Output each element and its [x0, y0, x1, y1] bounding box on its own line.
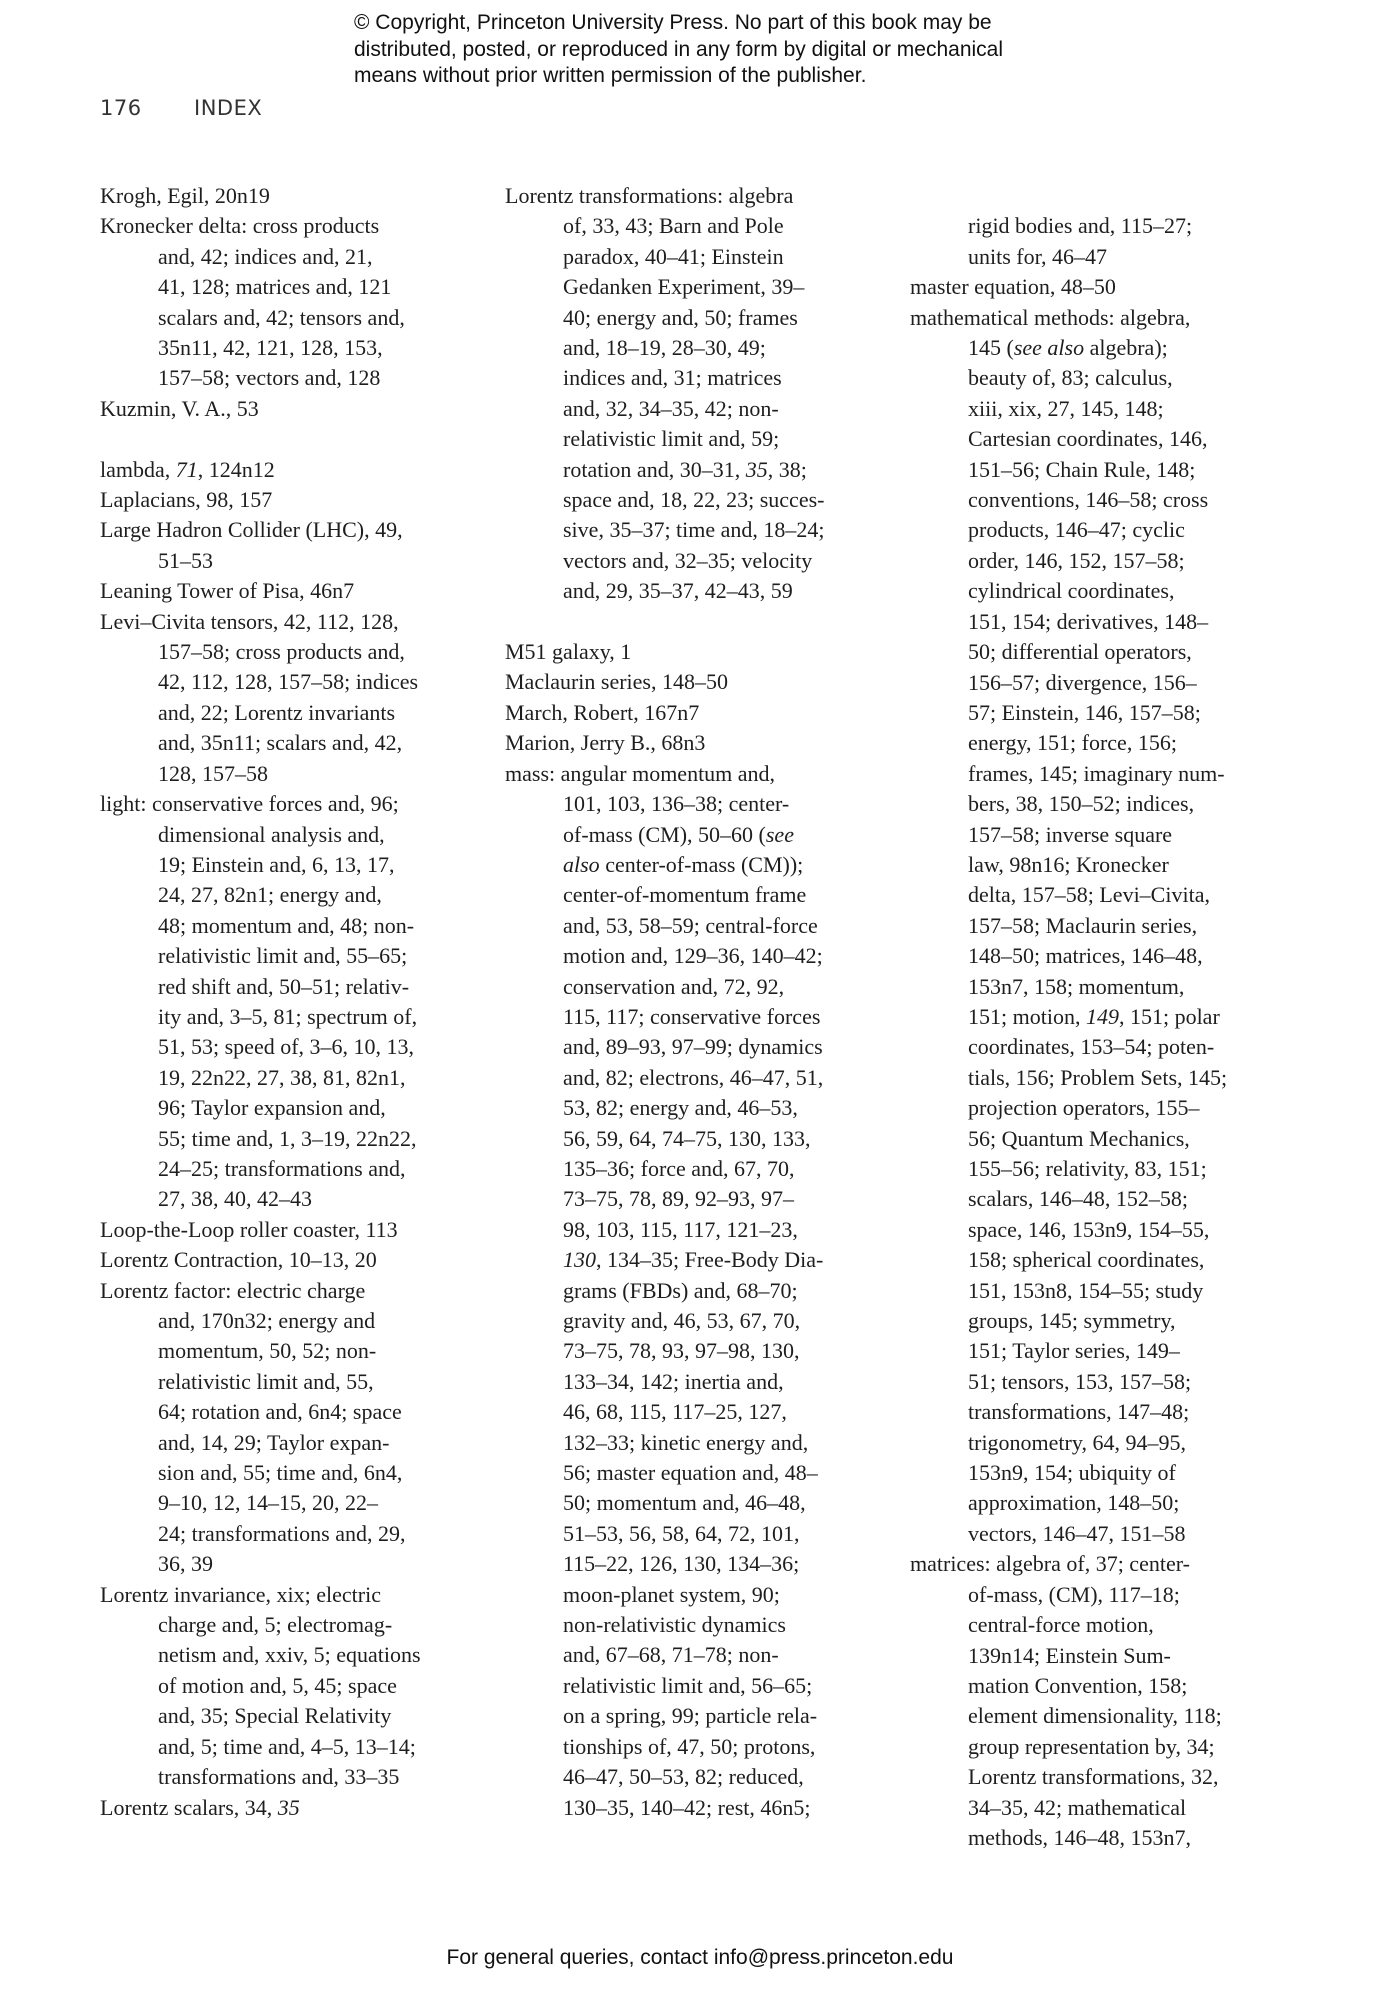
index-entry-continuation: units for, 46–47 [968, 243, 1108, 269]
index-entry-continuation: 151; Taylor series, 149– [968, 1338, 1180, 1364]
index-entry-continuation: 151–56; Chain Rule, 148; [968, 456, 1196, 482]
index-entry [505, 759, 875, 1823]
index-entry [100, 515, 470, 576]
index-entry-continuation: coordinates, 153–54; poten- [968, 1034, 1215, 1060]
index-entry-continuation: xiii, xix, 27, 145, 148; [968, 395, 1164, 421]
index-entry-continuation: beauty of, 83; calculus, [968, 365, 1173, 391]
index-entry-heading: Maclaurin series, 148–50 [505, 669, 728, 695]
index-entry-continuation: 48; momentum and, 48; non- [158, 912, 415, 938]
index-entry-continuation: 53, 82; energy and, 46–53, [563, 1095, 798, 1121]
index-entry-continuation: bers, 38, 150–52; indices, [968, 791, 1195, 817]
index-entry-continuation: dimensional analysis and, [158, 821, 385, 847]
index-entry-continuation: 153n7, 158; momentum, [968, 973, 1185, 999]
index-entry-continuation: 41, 128; matrices and, 121 [158, 274, 392, 300]
index-entry-continuation: 51–53 [158, 547, 213, 573]
index-entry [100, 394, 470, 424]
index-entry-heading: Lorentz Contraction, 10–13, 20 [100, 1247, 377, 1273]
index-entry-continuation: transformations, 147–48; [968, 1399, 1190, 1425]
page-number: 176 [100, 96, 142, 120]
index-entry-continuation: Gedanken Experiment, 39– [563, 274, 805, 300]
index-entry-heading: Kronecker delta: cross products [100, 213, 380, 239]
index-entry-continuation: 145 (see also algebra); [968, 335, 1168, 361]
index-entry-heading: Kuzmin, V. A., 53 [100, 395, 259, 421]
index-entry-continuation: vectors, 146–47, 151–58 [968, 1520, 1186, 1546]
index-entry [100, 485, 470, 515]
index-entry [505, 667, 875, 697]
index-entry [100, 1793, 470, 1823]
index-entry-continuation: 115–22, 126, 130, 134–36; [563, 1551, 800, 1577]
index-entry-continuation: Lorentz transformations, 32, [968, 1764, 1219, 1790]
index-entry-continuation: of-mass (CM), 50–60 (see [563, 821, 794, 847]
index-entry-continuation: moon-planet system, 90; [563, 1581, 780, 1607]
index-entry-continuation: and, 35; Special Relativity [158, 1703, 392, 1729]
index-entry-heading: Loop-the-Loop roller coaster, 113 [100, 1216, 398, 1242]
index-entry-continuation: 151, 154; derivatives, 148– [968, 608, 1209, 634]
index-entry-continuation: relativistic limit and, 56–65; [563, 1672, 813, 1698]
index-entry [100, 1276, 470, 1580]
index-entry [505, 698, 875, 728]
index-entry-continuation: paradox, 40–41; Einstein [563, 243, 784, 269]
index-entry [910, 272, 1280, 302]
index-entry-continuation: vectors and, 32–35; velocity [563, 547, 813, 573]
index-entry-continuation: 27, 38, 40, 42–43 [158, 1186, 312, 1212]
index-entry-continuation: and, 53, 58–59; central-force [563, 912, 818, 938]
index-entry-continuation: 35n11, 42, 121, 128, 153, [158, 335, 383, 361]
index-entry-continuation: mation Convention, 158; [968, 1672, 1188, 1698]
index-entry-continuation: 56, 59, 64, 74–75, 130, 133, [563, 1125, 811, 1151]
index-entry-continuation: 24–25; transformations and, [158, 1155, 406, 1181]
index-entry-heading: Krogh, Egil, 20n19 [100, 183, 270, 208]
copyright-line: distributed, posted, or reproduced in any form by digital or mechanical [354, 37, 1004, 61]
index-entry-continuation: 50; differential operators, [968, 639, 1192, 665]
index-entry-continuation: relativistic limit and, 59; [563, 426, 780, 452]
index-entry-heading: light: conservative forces and, 96; [100, 791, 399, 817]
index-entry [100, 181, 470, 211]
index-entry-continuation: motion and, 129–36, 140–42; [563, 943, 823, 969]
index-entry-continuation: cylindrical coordinates, [968, 578, 1175, 604]
footer-contact: For general queries, contact info@press.princeton.edu [446, 1946, 954, 1969]
index-entry-continuation: element dimensionality, 118; [968, 1703, 1222, 1729]
index-entry [100, 1215, 470, 1245]
index-entry-continuation: and, 18–19, 28–30, 49; [563, 335, 766, 361]
index-entry [100, 607, 470, 789]
index-entry-continuation: 156–57; divergence, 156– [968, 669, 1197, 695]
index-entry-continuation: indices and, 31; matrices [563, 365, 782, 391]
index-entry-continuation: 130–35, 140–42; rest, 46n5; [563, 1794, 811, 1820]
index-entry-continuation: 157–58; inverse square [968, 821, 1173, 847]
index-entry-continuation: relativistic limit and, 55–65; [158, 943, 408, 969]
copyright-line: means without prior written permission of the publisher. [354, 64, 867, 87]
index-entry-continuation: 157–58; vectors and, 128 [158, 365, 381, 391]
index-entry-continuation: 9–10, 12, 14–15, 20, 22– [158, 1490, 378, 1516]
copyright-notice [354, 10, 1114, 90]
index-entry-continuation: and, 170n32; energy and [158, 1308, 376, 1334]
index-entry-continuation: 158; spherical coordinates, [968, 1247, 1205, 1273]
index-entry-continuation: tials, 156; Problem Sets, 145; [968, 1064, 1228, 1090]
index-entry-continuation: 73–75, 78, 93, 97–98, 130, [563, 1338, 800, 1364]
index-entry-continuation: and, 42; indices and, 21, [158, 243, 373, 269]
index-entry-continuation: and, 89–93, 97–99; dynamics [563, 1034, 823, 1060]
index-entry [505, 181, 875, 607]
index-entry-continuation: of, 33, 43; Barn and Pole [563, 213, 784, 239]
index-entry-continuation: 36, 39 [158, 1551, 213, 1577]
index-entry-heading: M51 galaxy, 1 [505, 639, 632, 665]
index-entry-continuation: 57; Einstein, 146, 157–58; [968, 699, 1201, 725]
index-entry-continuation: 135–36; force and, 67, 70, [563, 1155, 795, 1181]
index-entry-continuation: approximation, 148–50; [968, 1490, 1180, 1516]
index-entry-continuation: conservation and, 72, 92, [563, 973, 785, 999]
index-entry [100, 1245, 470, 1275]
index-entry-continuation: 56; master equation and, 48– [563, 1460, 818, 1486]
index-entry-continuation: relativistic limit and, 55, [158, 1368, 374, 1394]
index-entry-continuation: and, 82; electrons, 46–47, 51, [563, 1064, 824, 1090]
index-entry-continuation: 130, 134–35; Free-Body Dia- [563, 1247, 824, 1273]
index-entry [910, 181, 1280, 272]
index-entry-continuation: Cartesian coordinates, 146, [968, 426, 1208, 452]
index-entry-continuation: gravity and, 46, 53, 67, 70, [563, 1308, 801, 1334]
index-entry-heading: mathematical methods: algebra, [910, 304, 1191, 330]
index-entry-continuation: rotation and, 30–31, 35, 38; [563, 456, 807, 482]
index-entry-continuation: group representation by, 34; [968, 1733, 1215, 1759]
index-entry-continuation: 98, 103, 115, 117, 121–23, [563, 1216, 798, 1242]
index-entry-heading: master equation, 48–50 [910, 274, 1116, 300]
index-entry-heading: Laplacians, 98, 157 [100, 487, 273, 513]
index-entry-continuation: 133–34, 142; inertia and, [563, 1368, 784, 1394]
index-entry-continuation: and, 35n11; scalars and, 42, [158, 730, 403, 756]
index-entry-continuation: 50; momentum and, 46–48, [563, 1490, 806, 1516]
index-entry-continuation: non-relativistic dynamics [563, 1612, 786, 1638]
index-entry-continuation: of motion and, 5, 45; space [158, 1672, 397, 1698]
index-entry-continuation: center-of-momentum frame [563, 882, 807, 908]
index-entry-continuation: tionships of, 47, 50; protons, [563, 1733, 816, 1759]
index-entry-continuation: charge and, 5; electromag- [158, 1612, 393, 1638]
index-entry-heading: Leaning Tower of Pisa, 46n7 [100, 578, 355, 604]
index-entry-continuation: and, 29, 35–37, 42–43, 59 [563, 578, 793, 604]
index-entry-continuation: 56; Quantum Mechanics, [968, 1125, 1190, 1151]
index-entry-continuation: 153n9, 154; ubiquity of [968, 1460, 1176, 1486]
index-entry-continuation: space and, 18, 22, 23; succes- [563, 487, 825, 513]
index-entry-heading: Levi–Civita tensors, 42, 112, 128, [100, 608, 399, 634]
index-entry-continuation: space, 146, 153n9, 154–55, [968, 1216, 1210, 1242]
index-entry-continuation: 24, 27, 82n1; energy and, [158, 882, 382, 908]
index-entry-continuation: frames, 145; imaginary num- [968, 760, 1225, 786]
index-entry-continuation: netism and, xxiv, 5; equations [158, 1642, 421, 1668]
index-entry-continuation: on a spring, 99; particle rela- [563, 1703, 818, 1729]
copyright-line: © Copyright, Princeton University Press. No part of this book may be [354, 11, 992, 34]
index-entry-heading: Lorentz factor: electric charge [100, 1277, 366, 1303]
index-entry [100, 789, 470, 1215]
index-entry [910, 1549, 1280, 1853]
index-entry-continuation: 155–56; relativity, 83, 151; [968, 1156, 1207, 1181]
index-entry-continuation: red shift and, 50–51; relativ- [158, 973, 410, 999]
index-entry-continuation: sive, 35–37; time and, 18–24; [563, 517, 825, 543]
index-entry-heading [910, 181, 1280, 211]
index-entry-heading: Lorentz transformations: algebra [505, 183, 794, 208]
index-entry-continuation: central-force motion, [968, 1612, 1154, 1638]
index-entry-continuation: 132–33; kinetic energy and, [563, 1429, 809, 1455]
index-entry-continuation: momentum, 50, 52; non- [158, 1338, 377, 1364]
index-entry-continuation: and, 32, 34–35, 42; non- [563, 395, 779, 421]
index-entry-heading: March, Robert, 167n7 [505, 699, 700, 725]
index-entry-continuation: 34–35, 42; mathematical [968, 1794, 1187, 1820]
index-entry-continuation: sion and, 55; time and, 6n4, [158, 1460, 403, 1486]
index-entry-continuation: 157–58; Maclaurin series, [968, 912, 1198, 938]
index-entry-heading: Large Hadron Collider (LHC), 49, [100, 517, 403, 543]
index-entry-continuation: rigid bodies and, 115–27; [968, 213, 1193, 239]
index-entry [505, 728, 875, 758]
index-entry [505, 637, 875, 667]
index-entry-continuation: and, 22; Lorentz invariants [158, 699, 396, 725]
index-entry-continuation: 51, 53; speed of, 3–6, 10, 13, [158, 1034, 415, 1060]
index-column-3 [910, 181, 1280, 1853]
index-entry-continuation: 151; motion, 149, 151; polar [968, 1003, 1220, 1029]
index-entry-continuation: order, 146, 152, 157–58; [968, 547, 1185, 573]
index-entry-continuation: of-mass, (CM), 117–18; [968, 1581, 1180, 1607]
index-entry [100, 576, 470, 606]
index-entry-heading: Lorentz invariance, xix; electric [100, 1581, 381, 1607]
index-entry-continuation: 42, 112, 128, 157–58; indices [158, 669, 419, 695]
index-entry [100, 211, 470, 393]
index-entry-continuation: methods, 146–48, 153n7, [968, 1824, 1192, 1850]
index-entry-continuation: 51; tensors, 153, 157–58; [968, 1368, 1192, 1394]
index-entry-continuation: 40; energy and, 50; frames [563, 304, 798, 330]
index-entry-continuation: 19, 22n22, 27, 38, 81, 82n1, [158, 1064, 406, 1090]
index-entry-continuation: products, 146–47; cyclic [968, 517, 1185, 543]
index-entry-continuation: 157–58; cross products and, [158, 639, 405, 665]
letter-group-gap [100, 424, 470, 454]
index-entry-continuation: conventions, 146–58; cross [968, 487, 1209, 513]
index-entry-continuation: ity and, 3–5, 81; spectrum of, [158, 1003, 418, 1029]
index-entry-continuation: and, 67–68, 71–78; non- [563, 1642, 779, 1668]
index-entry-continuation: 139n14; Einstein Sum- [968, 1642, 1171, 1668]
index-column-1 [100, 181, 470, 1823]
index-entry-heading: Marion, Jerry B., 68n3 [505, 730, 706, 756]
index-entry-continuation: projection operators, 155– [968, 1095, 1200, 1121]
index-entry-heading: Lorentz scalars, 34, 35 [100, 1794, 300, 1820]
index-entry-continuation: scalars and, 42; tensors and, [158, 304, 405, 330]
index-entry-continuation: 51–53, 56, 58, 64, 72, 101, [563, 1520, 800, 1546]
index-entry [910, 303, 1280, 1550]
letter-group-gap [505, 607, 875, 637]
index-entry-continuation: 46, 68, 115, 117–25, 127, [563, 1399, 787, 1425]
index-entry-continuation: 55; time and, 1, 3–19, 22n22, [158, 1125, 417, 1151]
index-entry-continuation: 148–50; matrices, 146–48, [968, 943, 1203, 969]
index-entry-continuation: grams (FBDs) and, 68–70; [563, 1277, 798, 1303]
index-entry [100, 455, 470, 485]
index-entry-continuation: delta, 157–58; Levi–Civita, [968, 882, 1210, 908]
index-entry-continuation: transformations and, 33–35 [158, 1764, 400, 1790]
index-column-2 [505, 181, 875, 1823]
index-entry-continuation: trigonometry, 64, 94–95, [968, 1429, 1186, 1455]
index-entry-continuation: scalars, 146–48, 152–58; [968, 1186, 1188, 1212]
index-entry-continuation: 128, 157–58 [158, 760, 268, 786]
index-entry-continuation: 115, 117; conservative forces [563, 1003, 821, 1029]
running-head [100, 96, 262, 120]
index-entry-heading: matrices: algebra of, 37; center- [910, 1551, 1190, 1577]
index-entry-continuation: and, 14, 29; Taylor expan- [158, 1429, 390, 1455]
index-entry-continuation: law, 98n16; Kronecker [968, 851, 1169, 877]
index-entry-heading: mass: angular momentum and, [505, 760, 776, 786]
index-entry-continuation: 101, 103, 136–38; center- [563, 791, 790, 817]
index-entry-continuation: 46–47, 50–53, 82; reduced, [563, 1764, 804, 1790]
index-entry-continuation: also center-of-mass (CM)); [563, 851, 804, 877]
index-entry-continuation: 151, 153n8, 154–55; study [968, 1277, 1204, 1303]
index-entry-continuation: groups, 145; symmetry, [968, 1308, 1176, 1334]
index-entry-continuation: 64; rotation and, 6n4; space [158, 1399, 402, 1425]
index-entry [100, 1580, 470, 1793]
index-entry-continuation: and, 5; time and, 4–5, 13–14; [158, 1733, 416, 1759]
index-entry-continuation: 96; Taylor expansion and, [158, 1095, 386, 1121]
index-entry-continuation: 19; Einstein and, 6, 13, 17, [158, 851, 395, 877]
index-entry-continuation: energy, 151; force, 156; [968, 730, 1177, 756]
index-entry-heading: lambda, 71, 124n12 [100, 456, 275, 482]
index-entry-continuation: 24; transformations and, 29, [158, 1520, 406, 1546]
section-title: INDEX [194, 96, 263, 120]
index-entry-continuation: 73–75, 78, 89, 92–93, 97– [563, 1186, 794, 1212]
